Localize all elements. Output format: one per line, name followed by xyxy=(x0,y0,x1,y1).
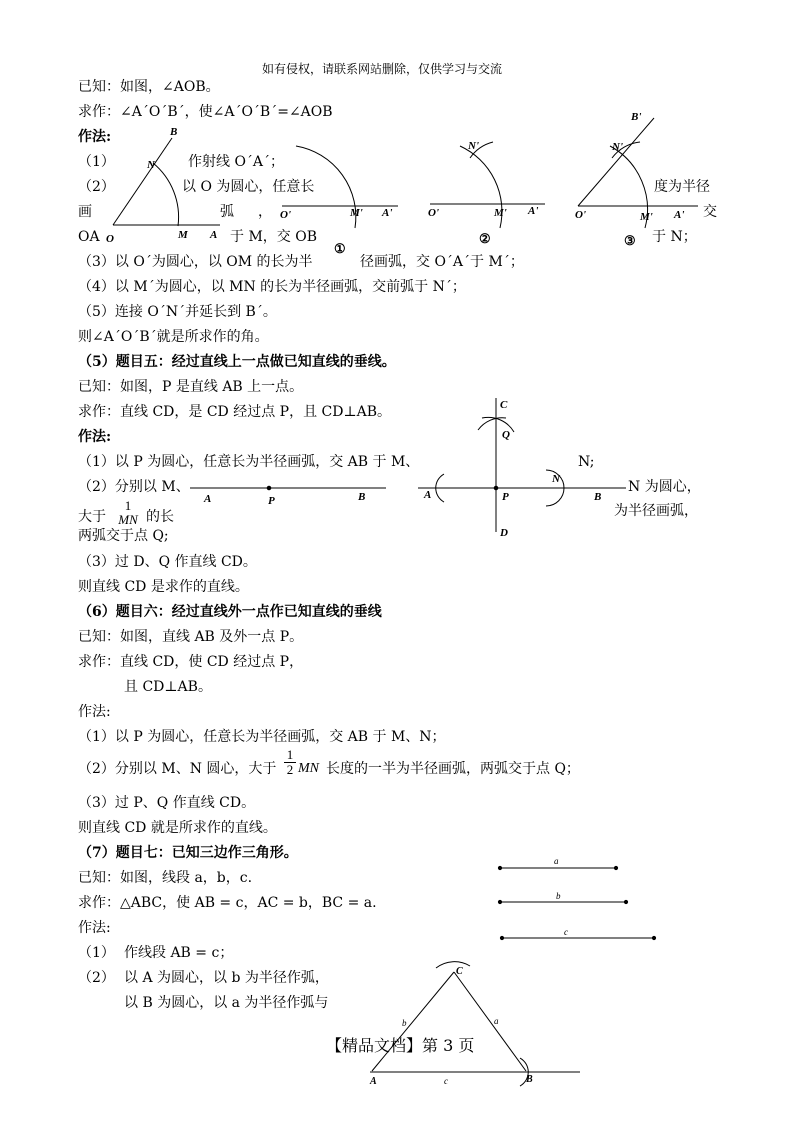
point-label: M xyxy=(178,229,188,241)
known-text: 已知：如图，P 是直线 AB 上一点。 xyxy=(78,379,304,395)
point-label: N' xyxy=(612,141,623,153)
point-label: B xyxy=(594,491,602,503)
point-label: D xyxy=(500,527,508,539)
step-text: （1）以 P 为圆心，任意长为半径画弧，交 AB 于 M、 xyxy=(78,454,420,470)
point-label: A' xyxy=(528,205,539,217)
page-header: 如有侵权，请联系网站删除，仅供学习与交流 xyxy=(262,62,503,76)
section-title: （7）题目七：已知三边作三角形。 xyxy=(78,845,298,861)
fraction-numerator: 1 xyxy=(286,747,294,762)
step-text: 以 O 为圆心，任意长 xyxy=(182,179,315,195)
segment-label: b xyxy=(556,891,561,901)
step-text: OA xyxy=(78,229,100,245)
known-text: 已知：如图，线段 a，b，c. xyxy=(78,870,253,886)
step-text: 长度的一半为半径画弧，两弧交于点 Q； xyxy=(326,761,580,777)
step-number: （2） xyxy=(78,970,115,986)
step-circle-number: ① xyxy=(334,241,346,256)
point-label: A' xyxy=(382,207,393,219)
fraction-var: MN xyxy=(118,512,138,527)
point-label: C xyxy=(500,399,508,411)
fraction-var: MN xyxy=(298,761,319,776)
step-text: （3）过 D、Q 作直线 CD。 xyxy=(78,554,257,570)
known-text: 已知：如图，∠AOB。 xyxy=(78,79,220,95)
point-label: O' xyxy=(428,207,439,219)
step-text: 作射线 O´A´； xyxy=(188,154,285,170)
point-label: P xyxy=(502,491,509,503)
point-label: A xyxy=(204,493,212,505)
method-label: 作法: xyxy=(78,704,111,720)
point-label: M' xyxy=(640,211,653,223)
step-text: 以 A 为圆心，以 b 为半径作弧， xyxy=(124,970,329,986)
point-label: N xyxy=(147,159,155,171)
step-text: 于 N； xyxy=(652,229,697,245)
step-text: N 为圆心， xyxy=(628,479,701,495)
conclusion-text: 则直线 CD 就是所求作的直线。 xyxy=(78,820,277,836)
goal-text: 求作：△ABC，使 AB = c，AC = b，BC = a. xyxy=(78,895,377,911)
step-text: （2）分别以 M、N 圆心，大于 xyxy=(78,761,277,777)
segment-label: a xyxy=(554,856,559,866)
point-label: P xyxy=(268,495,275,507)
point-label: C xyxy=(456,966,463,977)
step-text: 作线段 AB = c； xyxy=(124,945,234,961)
step-text: ， xyxy=(258,204,272,220)
step-text: （3）以 O´为圆心，以 OM 的长为半 xyxy=(78,254,313,270)
goal-text: 求作：∠A´O´B´，使∠A´O´B´=∠AOB xyxy=(78,104,333,120)
side-label: b xyxy=(402,1018,407,1028)
step-text: （3）过 P、Q 作直线 CD。 xyxy=(78,795,256,811)
step-number: （1） xyxy=(78,154,115,170)
step-text: （5）连接 O´N´并延长到 B´。 xyxy=(78,304,277,320)
point-label: N' xyxy=(468,140,479,152)
conclusion-text: 则直线 CD 是求作的直线。 xyxy=(78,579,249,595)
step-text: （2）分别以 M、 xyxy=(78,479,190,495)
step-text: 于 M，交 OB xyxy=(230,229,318,245)
step-text: （1）以 P 为圆心，任意长为半径画弧，交 AB 于 M、N； xyxy=(78,729,446,745)
goal-text: 且 CD⊥AB。 xyxy=(124,679,212,695)
step-text: 弧 xyxy=(220,204,234,220)
step-number: （2） xyxy=(78,179,115,195)
side-label: a xyxy=(494,1016,499,1026)
point-label: Q xyxy=(502,429,510,441)
step-text: 的长 xyxy=(146,509,174,525)
point-label: B xyxy=(526,1074,533,1085)
point-label: M' xyxy=(350,207,363,219)
point-label: O xyxy=(106,233,114,245)
section-title: （5）题目五：经过直线上一点做已知直线的垂线。 xyxy=(78,354,396,370)
point-label: A xyxy=(210,229,218,241)
known-text: 已知：如图，直线 AB 及外一点 P。 xyxy=(78,629,304,645)
goal-text: 求作：直线 CD，是 CD 经过点 P，且 CD⊥AB。 xyxy=(78,404,392,420)
method-label: 作法: xyxy=(78,920,111,936)
step-text: 以 B 为圆心，以 a 为半径作弧与 xyxy=(124,995,329,1011)
point-label: A' xyxy=(674,209,685,221)
step-text: 为半径画弧， xyxy=(614,503,698,519)
point-label: B' xyxy=(631,111,642,123)
step-text: 大于 xyxy=(78,509,106,525)
point-label: B xyxy=(358,491,366,503)
point-label: M' xyxy=(494,207,507,219)
step-circle-number: ② xyxy=(479,231,491,246)
section-title: （6）题目六：经过直线外一点作已知直线的垂线 xyxy=(78,604,382,620)
step-text: 度为半径 xyxy=(654,179,710,195)
step-text: （4）以 M´为圆心，以 MN 的长为半径画弧，交前弧于 N´； xyxy=(78,279,466,295)
step-text: 径画弧，交 O´A´于 M´； xyxy=(360,254,524,270)
step-text: 两弧交于点 Q; xyxy=(78,528,169,544)
method-label: 作法: xyxy=(78,129,112,145)
step-number: （1） xyxy=(78,945,115,961)
step-text: 交 xyxy=(703,204,717,220)
point-label: A xyxy=(424,489,432,501)
point-label: O' xyxy=(575,209,586,221)
fraction-numerator: 1 xyxy=(124,498,132,513)
given-segments-drawing xyxy=(498,866,655,939)
goal-text: 求作：直线 CD，使 CD 经过点 P， xyxy=(78,654,304,670)
point-label: O' xyxy=(280,209,291,221)
point-label: N xyxy=(552,473,560,485)
method-label: 作法: xyxy=(78,429,112,445)
page-footer: 【精品文档】第 3 页 xyxy=(326,1036,475,1055)
segment-label: c xyxy=(564,927,568,937)
step-circle-number: ③ xyxy=(624,233,636,248)
step-text: 画 xyxy=(78,204,92,220)
point-label: A xyxy=(370,1076,377,1087)
step-text: N; xyxy=(578,454,595,470)
fraction-denominator: 2 xyxy=(286,762,294,777)
side-label: c xyxy=(444,1076,448,1086)
conclusion-text: 则∠A´O´B´就是所求作的角。 xyxy=(78,329,269,345)
point-label: B xyxy=(170,126,178,138)
